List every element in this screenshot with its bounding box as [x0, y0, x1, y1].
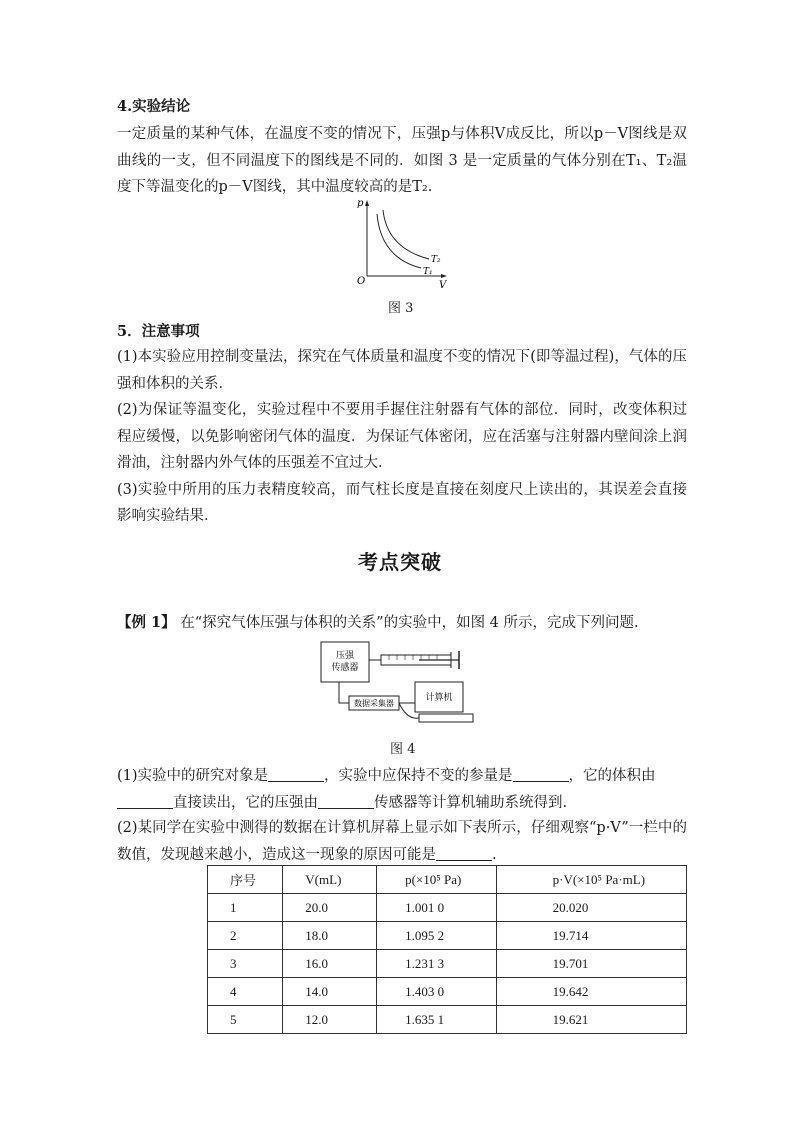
- q1-text-b: ，实验中应保持不变的参量是: [324, 768, 513, 784]
- table-header-cell: p·V(×10⁵ Pa·mL): [496, 866, 686, 894]
- figure4-caption: 图 4: [390, 742, 416, 757]
- section5-item: (1)本实验应用控制变量法，探究在气体质量和温度不变的情况下(即等温过程)，气体的压强和体积的关系．: [117, 349, 687, 392]
- figure3-x-label: V: [439, 280, 447, 291]
- table-cell: 19.642: [496, 978, 686, 1006]
- table-cell: 1: [208, 894, 283, 922]
- sensor-label-line2: 传感器: [331, 663, 359, 673]
- table-cell: 1.001 0: [377, 894, 497, 922]
- table-row: [208, 1006, 687, 1034]
- table-row: [208, 950, 687, 978]
- table-row: [208, 978, 687, 1006]
- section4-heading: 4.实验结论: [117, 98, 191, 115]
- section5-item: (2)为保证等温变化，实验过程中不要用手握住注射器有气体的部位．同时，改变体积过程应缓慢，以免影响密闭气体的温度．为保证气体密闭，应在活塞与注射器内壁间涂上润滑油，注射器内外气体的压强差不宜过大．: [117, 402, 687, 471]
- figure4-apparatus: [319, 640, 479, 732]
- table-header-cell: V(mL): [283, 866, 377, 894]
- figure3-origin: O: [357, 276, 366, 287]
- example-label: 【例 1】: [117, 614, 176, 631]
- table-cell: 4: [208, 978, 283, 1006]
- figure3-caption: 图 3: [388, 301, 414, 316]
- computer-label: 计算机: [425, 693, 453, 703]
- table-cell: 18.0: [283, 922, 377, 950]
- table-cell: 19.621: [496, 1006, 686, 1034]
- q1-text-e: 传感器等计算机辅助系统得到.: [374, 794, 568, 811]
- question-1: [117, 763, 687, 816]
- q1-text-c: ，它的体积由: [568, 768, 656, 784]
- table-cell: 20.0: [283, 894, 377, 922]
- table-row: [208, 894, 687, 922]
- q1-text-d: 直接读出，它的压强由: [173, 794, 318, 811]
- table-cell: 16.0: [283, 950, 377, 978]
- example-1: [117, 610, 687, 637]
- table-cell: 19.714: [496, 922, 686, 950]
- section4-text: 一定质量的某种气体，在温度不变的情况下，压强p与体积V成反比，所以p－V图线是双曲线的一支，但不同温度下的图线是不同的．如图 3 是一定质量的气体分别在T₁、T₂温度下等温变化的p－V图线，其中温度较高的是T₂.: [117, 126, 687, 195]
- figure3-curve-t2: [383, 210, 429, 259]
- figure3-y-arrow: [365, 200, 369, 206]
- example-text: 在“探究气体压强与体积的关系”的实验中，如图 4 所示，完成下列问题.: [180, 615, 639, 631]
- table-cell: 19.701: [496, 950, 686, 978]
- q1-text-a: (1)实验中的研究对象是: [117, 768, 269, 784]
- table-cell: 20.020: [496, 894, 686, 922]
- sensor-cable: [339, 682, 349, 703]
- table-cell: 2: [208, 922, 283, 950]
- figure3-x-arrow: [441, 274, 447, 278]
- sensor-label-line1: 压强: [335, 651, 355, 661]
- section5-item: (3)实验中所用的压力表精度较高，而气柱长度是直接在刻度尺上读出的，其误差会直接影响实验结果．: [117, 481, 687, 524]
- figure3-pv-graph: [355, 196, 455, 292]
- collector-label: 数据采集器: [354, 699, 394, 708]
- computer-base: [419, 714, 473, 722]
- section-title: 考点突破: [358, 550, 442, 574]
- q1-blank-3[interactable]: [117, 794, 173, 809]
- table-header-row: [208, 866, 687, 894]
- pressure-sensor-box: [321, 642, 369, 682]
- table-cell: 3: [208, 950, 283, 978]
- table-cell: 1.231 3: [377, 950, 497, 978]
- figure3-curve-t1: [377, 214, 421, 268]
- figure3-y-label: p: [357, 198, 364, 209]
- q2-blank[interactable]: [436, 846, 492, 861]
- table-header-cell: 序号: [208, 866, 283, 894]
- q1-blank-1[interactable]: [268, 767, 324, 782]
- table-header-cell: p(×10⁵ Pa): [377, 866, 497, 894]
- q1-blank-4[interactable]: [318, 794, 374, 809]
- figure3-t2-label: T₂: [431, 255, 441, 265]
- table-cell: 5: [208, 1006, 283, 1034]
- figure3-t1-label: T₁: [423, 267, 433, 277]
- table-cell: 12.0: [283, 1006, 377, 1034]
- q2-text-b: .: [492, 846, 497, 863]
- table-cell: 14.0: [283, 978, 377, 1006]
- section5-list: [117, 344, 687, 530]
- table-row: [208, 922, 687, 950]
- question-2: [117, 815, 687, 868]
- table-cell: 1.095 2: [377, 922, 497, 950]
- table-cell: 1.403 0: [377, 978, 497, 1006]
- q1-blank-2[interactable]: [513, 767, 569, 782]
- table-cell: 1.635 1: [377, 1006, 497, 1034]
- data-table: [207, 865, 687, 1034]
- section5-heading: 5．注意事项: [117, 323, 200, 340]
- q2-text-a: (2)某同学在实验中测得的数据在计算机屏幕上显示如下表所示，仔细观察“p·V”一栏中的数值，发现越来越小，造成这一现象的原因可能是: [117, 820, 687, 863]
